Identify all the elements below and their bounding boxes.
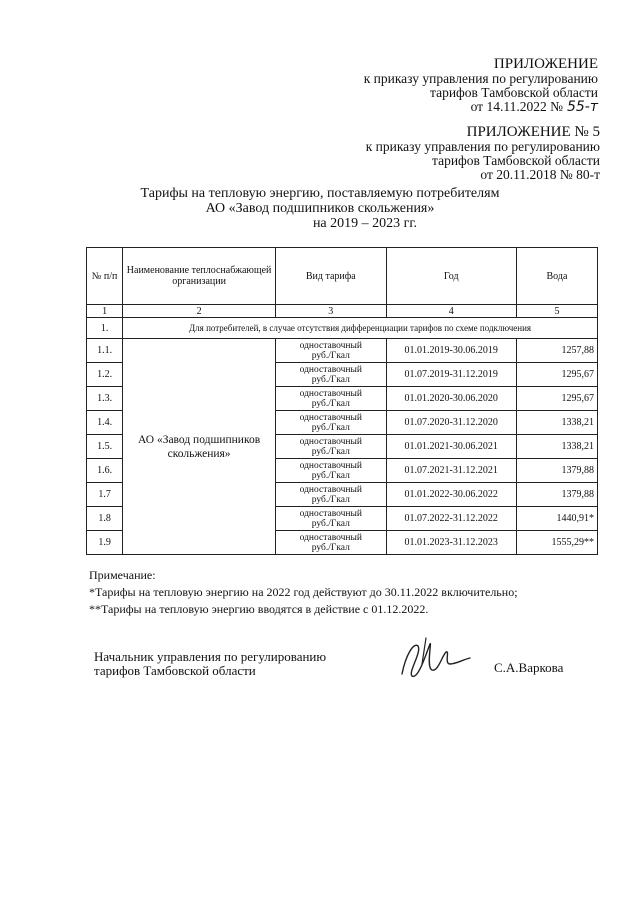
tariff-type-line1: одноставочный: [299, 340, 362, 351]
row-period: 01.01.2019-30.06.2019: [386, 339, 516, 363]
tariff-type: [276, 363, 386, 387]
row-value: 1257,88: [516, 339, 597, 363]
row-value: 1555,29**: [516, 531, 597, 555]
title-line2: АО «Завод подшипников скольжения»: [205, 201, 435, 216]
appendix-line3: от 20.11.2018 № 80-т: [480, 167, 600, 182]
row-num: 1.2.: [87, 363, 123, 387]
tariff-type: [276, 339, 386, 363]
row-num: 1.9: [87, 531, 123, 555]
table-body: [87, 339, 598, 555]
row-value: 1440,91*: [516, 507, 597, 531]
row-period: 01.07.2021-31.12.2021: [386, 459, 516, 483]
tariff-table: [86, 247, 598, 555]
row-num: 1.1.: [87, 339, 123, 363]
tariff-type-line1: одноставочный: [299, 484, 362, 495]
tariff-type-line1: одноставочный: [299, 460, 362, 471]
col-index-2: 2: [123, 305, 276, 318]
row-value: 1338,21: [516, 435, 597, 459]
appendix-heading: ПРИЛОЖЕНИЕ № 5: [466, 124, 600, 140]
signature-position: [94, 650, 326, 678]
title-line1: Тарифы на тепловую энергию, поставляемую потребителям: [140, 186, 500, 201]
row-period: 01.01.2022-30.06.2022: [386, 483, 516, 507]
group-text: Для потребителей, в случае отсутствия дифференциации тарифов по схеме подключения: [123, 318, 598, 339]
table-row: [87, 339, 598, 363]
tariff-type-line1: одноставочный: [299, 412, 362, 423]
row-period: 01.07.2019-31.12.2019: [386, 363, 516, 387]
tariff-type-line2: руб./Гкал: [311, 542, 350, 553]
header-num: № п/п: [87, 248, 123, 305]
notes: [89, 567, 518, 618]
row-num: 1.6.: [87, 459, 123, 483]
title-line3: на 2019 – 2023 гг.: [312, 216, 418, 231]
tariff-type-line2: руб./Гкал: [311, 374, 350, 385]
tariff-type: [276, 387, 386, 411]
handwritten-order-number: 55-т: [566, 99, 598, 115]
tariff-type-line1: одноставочный: [299, 388, 362, 399]
header-org: Наименование теплоснабжающей организации: [123, 248, 276, 305]
row-value: 1379,88: [516, 483, 597, 507]
row-value: 1379,88: [516, 459, 597, 483]
row-period: 01.01.2021-30.06.2021: [386, 435, 516, 459]
tariff-type-line2: руб./Гкал: [311, 398, 350, 409]
col-index-5: 5: [516, 305, 597, 318]
tariff-type: [276, 411, 386, 435]
tariff-type: [276, 483, 386, 507]
row-num: 1.7: [87, 483, 123, 507]
tariff-type: [276, 459, 386, 483]
row-period: 01.01.2020-30.06.2020: [386, 387, 516, 411]
row-period: 01.07.2022-31.12.2022: [386, 507, 516, 531]
appendix-line1: к приказу управления по регулированию: [363, 71, 598, 86]
appendix-heading: ПРИЛОЖЕНИЕ: [493, 56, 598, 72]
position-line1: Начальник управления по регулированию: [94, 649, 327, 664]
row-period: 01.07.2020-31.12.2020: [386, 411, 516, 435]
tariff-type-line2: руб./Гкал: [311, 422, 350, 433]
appendix-header-original: [366, 125, 600, 182]
appendix-line2: тарифов Тамбовской области: [432, 153, 600, 168]
note-2: **Тарифы на тепловую энергию вводятся в действие с 01.12.2022.: [89, 602, 429, 616]
row-period: 01.01.2023-31.12.2023: [386, 531, 516, 555]
handwritten-signature: [396, 634, 476, 686]
row-num: 1.3.: [87, 387, 123, 411]
notes-label: Примечание:: [89, 568, 156, 582]
row-value: 1338,21: [516, 411, 597, 435]
column-index-row: [87, 305, 598, 318]
header-year: Год: [386, 248, 516, 305]
document-title: [0, 186, 640, 231]
tariff-type-line2: руб./Гкал: [311, 494, 350, 505]
tariff-type-line1: одноставочный: [299, 532, 362, 543]
appendix-line2: тарифов Тамбовской области: [430, 85, 598, 100]
col-index-4: 4: [386, 305, 516, 318]
signer-name: С.А.Варкова: [494, 660, 564, 675]
tariff-type-line1: одноставочный: [299, 364, 362, 375]
row-num: 1.8: [87, 507, 123, 531]
row-value: 1295,67: [516, 363, 597, 387]
appendix-line3: [364, 100, 598, 114]
organization-name: АО «Завод подшипников скольжения»: [123, 339, 276, 555]
row-value: 1295,67: [516, 387, 597, 411]
tariff-type: [276, 507, 386, 531]
tariff-type-line2: руб./Гкал: [311, 350, 350, 361]
note-1: *Тарифы на тепловую энергию на 2022 год действуют до 30.11.2022 включительно;: [89, 585, 518, 599]
group-row: [87, 318, 598, 339]
tariff-type-line2: руб./Гкал: [311, 470, 350, 481]
appendix-line1: к приказу управления по регулированию: [365, 139, 600, 154]
col-index-3: 3: [276, 305, 386, 318]
tariff-type-line1: одноставочный: [299, 508, 362, 519]
table-header-row: [87, 248, 598, 305]
tariff-type-line2: руб./Гкал: [311, 446, 350, 457]
tariff-type-line1: одноставочный: [299, 436, 362, 447]
appendix-date: от 14.11.2022 №: [470, 99, 563, 114]
group-num: 1.: [87, 318, 123, 339]
row-num: 1.4.: [87, 411, 123, 435]
tariff-type: [276, 435, 386, 459]
position-line2: тарифов Тамбовской области: [94, 663, 256, 678]
tariff-type: [276, 531, 386, 555]
row-num: 1.5.: [87, 435, 123, 459]
header-value: Вода: [516, 248, 597, 305]
col-index-1: 1: [87, 305, 123, 318]
tariff-type-line2: руб./Гкал: [311, 518, 350, 529]
appendix-header-new: [364, 57, 598, 114]
header-type: Вид тарифа: [276, 248, 386, 305]
